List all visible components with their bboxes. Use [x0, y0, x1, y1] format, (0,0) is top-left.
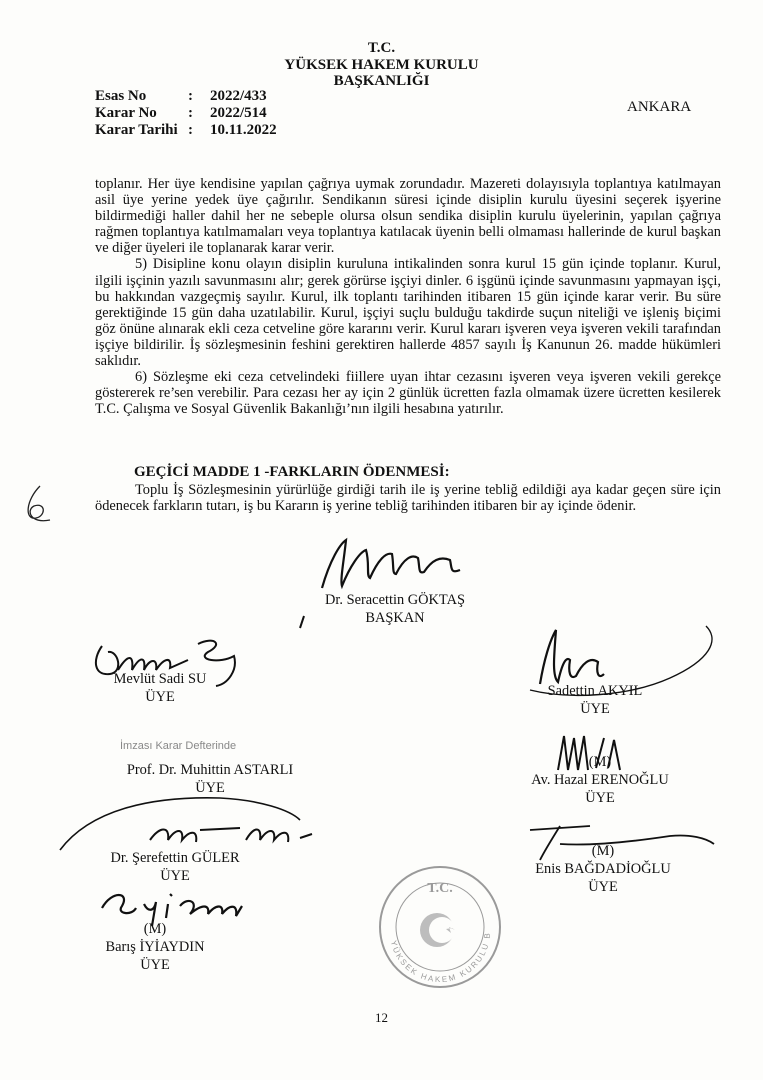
member-name: Enis BAĞDADİOĞLU	[535, 861, 671, 877]
meta-sep: :	[188, 88, 193, 104]
header-institution: YÜKSEK HAKEM KURULU	[284, 57, 479, 73]
member-block-erenoglu	[510, 753, 690, 807]
section-title: GEÇİCİ MADDE 1 -FARKLARIN ÖDENMESİ:	[134, 464, 450, 480]
margin-initial-signature	[20, 480, 60, 530]
member-name: Dr. Şerefettin GÜLER	[110, 850, 240, 866]
meta-label: Esas No	[95, 88, 147, 104]
member-role: ÜYE	[195, 780, 225, 796]
member-block-akyil	[520, 682, 670, 718]
chair-block	[300, 591, 490, 627]
city: ANKARA	[627, 99, 692, 115]
chair-name: Dr. Seracettin GÖKTAŞ	[325, 592, 465, 608]
member-block-bagdadioglu	[518, 842, 688, 896]
member-mark: (M)	[588, 754, 612, 770]
member-role: ÜYE	[140, 957, 170, 973]
meta-sep: :	[188, 105, 193, 121]
meta-label: Karar Tarihi	[95, 122, 178, 138]
member-role: ÜYE	[160, 868, 190, 884]
header-presidency: BAŞKANLIĞI	[333, 73, 430, 89]
case-meta	[95, 88, 277, 139]
member-name: Barış İYİAYDIN	[105, 939, 205, 955]
page-number: 12	[375, 1010, 388, 1025]
header-tc: T.C.	[367, 40, 396, 56]
member-name: Mevlüt Sadi SU	[113, 671, 207, 687]
official-seal	[370, 855, 505, 992]
member-role: ÜYE	[580, 701, 610, 717]
section-paragraph: Toplu İş Sözleşmesinin yürürlüğe girdiği tarih ile iş yerine tebliğ edildiği aya kadar geçen süre için ödenecek farkların tutarı, iş bu Kararın iş yerine tebliğ tarihinden itibaren bir ay içinde ödenir.	[95, 482, 721, 515]
paragraph-6: 6) Sözleşme eki ceza cetvelindeki fiillere uyan ihtar cezasını işveren veya işveren vekili gerekçe göstererek re’sen verebilir. Para cezası her ay için 2 günlük ücretten fazla olmamak üzere ücretten kesilerek T.C. Çalışma ve Sosyal Güvenlik Bakanlığı’nın ilgili hesabına yatırılır.	[95, 369, 721, 418]
member-block-su	[95, 670, 225, 706]
stamp-note: İmzası Karar Defterinde	[120, 740, 237, 752]
member-role: ÜYE	[145, 689, 175, 705]
member-role: ÜYE	[588, 879, 618, 895]
member-name: Av. Hazal ERENOĞLU	[531, 772, 669, 788]
section-body	[95, 482, 721, 514]
member-mark: (M)	[591, 843, 615, 859]
seal-title: T.C.	[427, 881, 453, 896]
member-name: Prof. Dr. Muhittin ASTARLI	[126, 762, 294, 778]
member-name: Sadettin AKYIL	[547, 683, 643, 699]
meta-label: Karar No	[95, 105, 157, 121]
paragraph-5: 5) Disipline konu olayın disiplin kuruluna intikalinden sonra kurul 15 gün içinde toplanır. Kurul, ilgili işçinin yazılı savunmasını alır; gerek görürse işçiyi dinler. 6 işgünü içinde savunmasını yapmayan işçi, bu hakkından vazgeçmiş sayılır. Kurul, ilk toplantı tarihinden itibaren 15 gün içinde karar verir. Bu süre gerektiğinde 15 gün daha uzatılabilir. Kurul, işçiyi suçlu bulduğu takdirde suçun niteliği ve işleniş biçimi göz önüne alınarak ekli ceza cetveline göre kararını verir. Kurul kararı işveren veya işveren vekili tarafından işçiye bildirilir. İş sözleşmesinin feshini gerektiren hallerde 4857 sayılı İş Kanunun 26. madde hükümleri saklıdır.	[95, 256, 721, 370]
body-text	[95, 176, 721, 417]
turkish-crescent-icon	[420, 913, 455, 947]
paragraph-continuation: toplanır. Her üye kendisine yapılan çağrıya uymak zorundadır. Mazereti dolayısıyla toplantıya katılmayan asil üye yerine yedek üye çağırılır. Sendikanın süresi içinde disiplin kurulu üyesini seçerek işyerine bildirmediği haller dahil her ne sebeple olursa olsun sendika disiplin kurulu üyelerinin, yapılan çağrıya rağmen toplantıya katılmamaları veya toplantıya katılacak üyenin belli olmaması hallerinde de kurul başkan ve diğer üyeleri ile toplanarak karar verir.	[95, 176, 721, 257]
meta-sep: :	[188, 122, 193, 138]
chair-role: BAŞKAN	[365, 610, 425, 626]
member-block-iyiaydin	[95, 920, 215, 974]
member-mark: (M)	[143, 921, 167, 937]
meta-row-esas	[95, 88, 277, 105]
meta-row-karar	[95, 105, 277, 122]
meta-value: 10.11.2022	[210, 122, 277, 138]
meta-value: 2022/433	[210, 88, 267, 104]
member-role: ÜYE	[585, 790, 615, 806]
seal-ring-text: YÜKSEK HAKEM KURULU BAŞKANLIĞI	[370, 855, 493, 985]
member-block-guler	[95, 849, 255, 885]
meta-value: 2022/514	[210, 105, 267, 121]
meta-row-date	[95, 122, 277, 139]
